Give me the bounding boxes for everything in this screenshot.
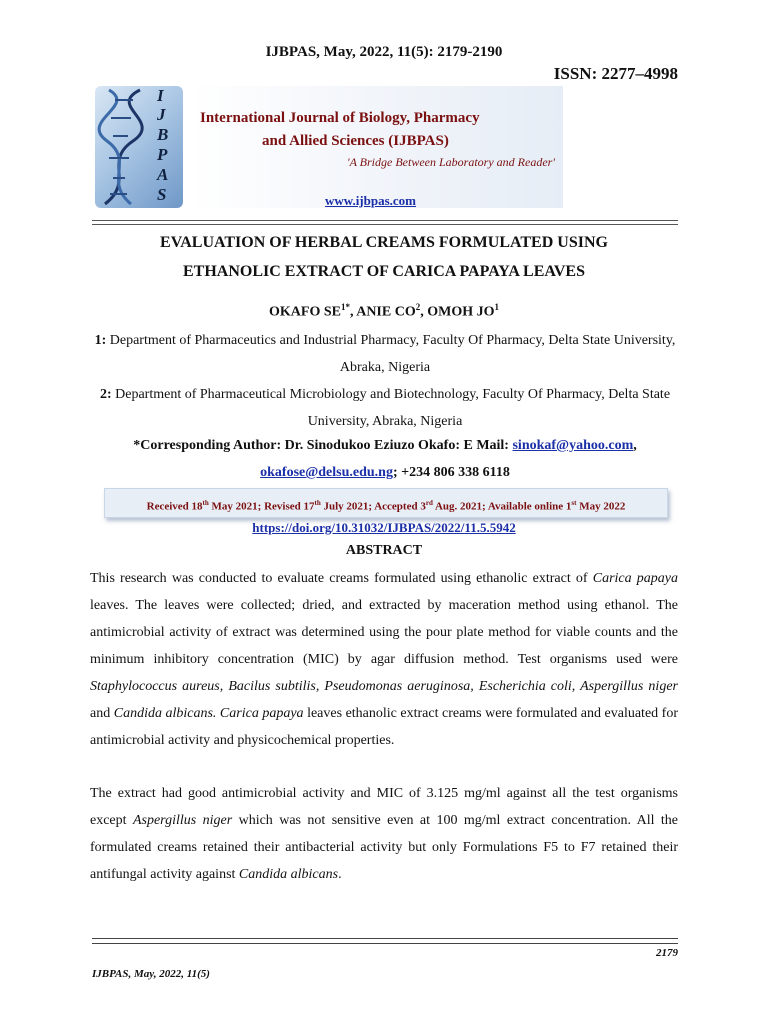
journal-name-line2: and Allied Sciences (IJBPAS) — [262, 133, 449, 149]
email-link[interactable]: sinokaf@yahoo.com — [512, 438, 634, 453]
journal-name-line1: International Journal of Biology, Pharmacy — [200, 110, 480, 126]
author-list: OKAFO $SE^{1*}$, ANIE $CO^2$, OMOH $JO^1$ — [269, 302, 499, 320]
abstract-text: The extract had good antimicrobial activity and MIC of 3.125 mg/ml against all the test organisms except — [90, 786, 678, 828]
received-date: May 2021; — [208, 500, 262, 513]
footer-citation: IJBPAS, May, 2022, 11(5) — [92, 968, 210, 980]
author-affiliation-mark: 1 — [494, 302, 499, 312]
doi-link[interactable]: https://doi.org/10.31032/IJBPAS/2022/11.5.5942 — [252, 520, 516, 535]
revised-date: July 2021; — [320, 500, 373, 513]
abstract-text: which was not sensitive even at 100 mg/ml extract concentration. All the formulated creams retained their antibacterial activity but only Formulations F5 to F7 retained their antifungal activity against — [90, 813, 679, 882]
online-date: Available online 1 — [485, 500, 572, 513]
page-number: 2179 — [656, 947, 678, 959]
italic-term: Candida albicans. Carica papaya — [113, 706, 304, 721]
ordinal-suffix: rd — [425, 499, 433, 507]
phone-number: ; +234 806 338 6118 — [392, 465, 510, 480]
accepted-date: Accepted 3 — [372, 500, 426, 513]
footer-divider — [92, 943, 678, 944]
online-date: May 2022 — [576, 500, 626, 513]
article-title-line1: EVALUATION OF HERBAL CREAMS FORMULATED USING — [160, 234, 608, 251]
logo-letter: B — [157, 125, 169, 144]
article-title-line2: ETHANOLIC EXTRACT OF CARICA PAPAYA LEAVES — [182, 263, 585, 280]
journal-citation: IJBPAS, May, 2022, 11(5): 2179-2190 — [265, 44, 503, 60]
dna-helix-icon — [95, 86, 183, 208]
author-name: ANIE CO — [356, 304, 416, 320]
logo-letter: J — [157, 105, 166, 124]
logo-letter: P — [157, 145, 168, 164]
article-history-box — [104, 488, 668, 518]
email-link[interactable]: okafose@delsu.edu.ng — [260, 465, 393, 480]
author-name: OMOH JO — [427, 304, 495, 320]
journal-motto: 'A Bridge Between Laboratory and Reader' — [347, 155, 555, 169]
corresponding-author-label: *Corresponding Author: Dr. Sinodukoo Eziuzo Okafo: E Mail: — [133, 438, 513, 453]
abstract-heading: ABSTRACT — [345, 543, 423, 558]
ordinal-suffix: th — [314, 499, 321, 507]
abstract-text: This research was conducted to evaluate creams formulated using ethanolic extract of — [90, 571, 593, 586]
received-date: Received 18 — [146, 500, 203, 513]
italic-term: Candida albicans — [238, 867, 339, 882]
author-affiliation-mark: 1* — [340, 302, 350, 312]
italic-term: Staphylococcus aureus, Bacilus subtilis, Pseudomonas aeruginosa, Escherichia coli, Aspergillus niger — [90, 679, 678, 694]
author-name: OKAFO SE — [269, 304, 341, 320]
journal-logo — [95, 86, 183, 208]
logo-letter: S — [157, 185, 167, 204]
logo-letter: A — [157, 165, 169, 184]
footer-divider — [92, 938, 678, 939]
corresponding-author: *Corresponding Author: Dr. Sinodukoo Eziuzo Okafo: E Mail: sinokaf@yahoo.com, okafose@delsu.edu.ng; +234 806 338 6118 — [133, 438, 637, 480]
journal-website-link[interactable]: www.ijbpas.com — [325, 193, 417, 208]
affiliation-label: 2: — [99, 387, 112, 402]
abstract-text: leaves ethanolic extract creams were formulated and evaluated for antimicrobial activity and physicochemical properties. — [90, 706, 679, 748]
abstract-paragraph — [90, 565, 678, 754]
affiliation-label: 1: — [94, 333, 107, 348]
affiliation — [92, 381, 678, 435]
italic-term: Carica papaya — [592, 571, 678, 586]
affiliation — [92, 327, 678, 381]
logo-letter: I — [157, 86, 164, 105]
header-divider — [92, 220, 678, 221]
revised-date: Revised 17 — [261, 500, 315, 513]
doi-container — [0, 520, 768, 536]
affiliation-text: Department of Pharmaceutical Microbiology and Biotechnology, Faculty Of Pharmacy, Delta State University, Abraka, Nigeria — [115, 387, 671, 429]
author-affiliation-mark: 2 — [415, 302, 421, 312]
ordinal-suffix: st — [571, 499, 577, 507]
header-divider — [92, 224, 678, 225]
abstract-text: . — [338, 867, 342, 882]
issn-number: ISSN: 2277–4998 — [553, 64, 678, 83]
accepted-date: Aug. 2021; — [432, 500, 486, 513]
italic-term: Aspergillus niger — [132, 813, 233, 828]
abstract-text: leaves. The leaves were collected; dried, and extracted by maceration method using ethanol. The antimicrobial activity of extract was determined using the pour plate method for viable counts and the minimum inhibitory concentration (MIC) by agar diffusion method. Test organisms used were — [90, 598, 678, 667]
abstract-text: and — [90, 706, 114, 721]
abstract-paragraph — [90, 780, 678, 888]
affiliation-text: Department of Pharmaceutics and Industrial Pharmacy, Faculty Of Pharmacy, Delta State University, Abraka, Nigeria — [109, 333, 676, 375]
ordinal-suffix: th — [202, 499, 209, 507]
